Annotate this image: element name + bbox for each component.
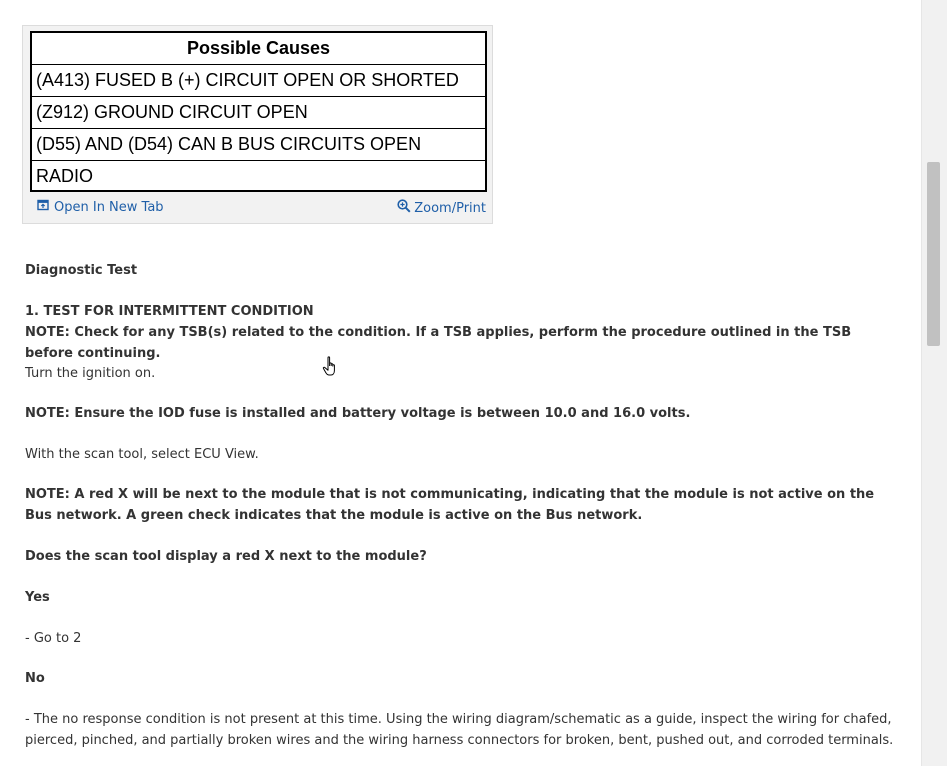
zoom-print-link[interactable] — [397, 199, 486, 217]
instruction-ignition: Turn the ignition on. — [25, 366, 156, 381]
no-label: No — [25, 671, 45, 686]
note-iod: NOTE: Ensure the IOD fuse is installed and battery voltage is between 10.0 and 16.0 volts. — [25, 406, 691, 421]
table-row: (Z912) GROUND CIRCUIT OPEN — [32, 97, 485, 129]
section-title: Diagnostic Test — [25, 263, 138, 278]
note-red-x: NOTE: A red X will be next to the module that is not communicating, indicating that the module is not active on the Bus network. A green check indicates that the module is active on the Bus network. — [25, 487, 875, 523]
scrollbar-thumb[interactable] — [927, 162, 940, 346]
hand-cursor-icon — [322, 356, 342, 380]
instruction-scan-tool: With the scan tool, select ECU View. — [25, 447, 259, 462]
open-new-tab-icon — [37, 199, 49, 215]
yes-label: Yes — [25, 590, 50, 605]
zoom-print-label: Zoom/Print — [414, 200, 486, 216]
zoom-in-icon — [397, 199, 411, 217]
possible-causes-figure — [22, 25, 493, 224]
table-header: Possible Causes — [32, 33, 485, 65]
figure-actions — [23, 196, 492, 220]
yes-action: - Go to 2 — [25, 631, 82, 646]
table-row: (A413) FUSED B (+) CIRCUIT OPEN OR SHORTED — [32, 65, 485, 97]
table-row: RADIO — [36, 166, 94, 186]
note-tsb: NOTE: Check for any TSB(s) related to the condition. If a TSB applies, perform the procedure outlined in the TSB before continuing. — [25, 325, 852, 361]
question: Does the scan tool display a red X next to the module? — [25, 549, 427, 564]
table-row: (D55) AND (D54) CAN B BUS CIRCUITS OPEN — [32, 129, 485, 161]
step-title: 1. TEST FOR INTERMITTENT CONDITION — [25, 304, 314, 319]
open-in-new-tab-link[interactable] — [37, 199, 164, 215]
possible-causes-table — [30, 31, 487, 192]
open-in-new-tab-label: Open In New Tab — [54, 199, 164, 215]
vertical-scrollbar[interactable] — [921, 0, 947, 766]
no-action: - The no response condition is not present at this time. Using the wiring diagram/schematic as a guide, inspect the wiring for chafed, pierced, pinched, and partially broken wires and the wiring harness connectors for broken, bent, pushed out, and corroded terminals. — [25, 712, 894, 748]
